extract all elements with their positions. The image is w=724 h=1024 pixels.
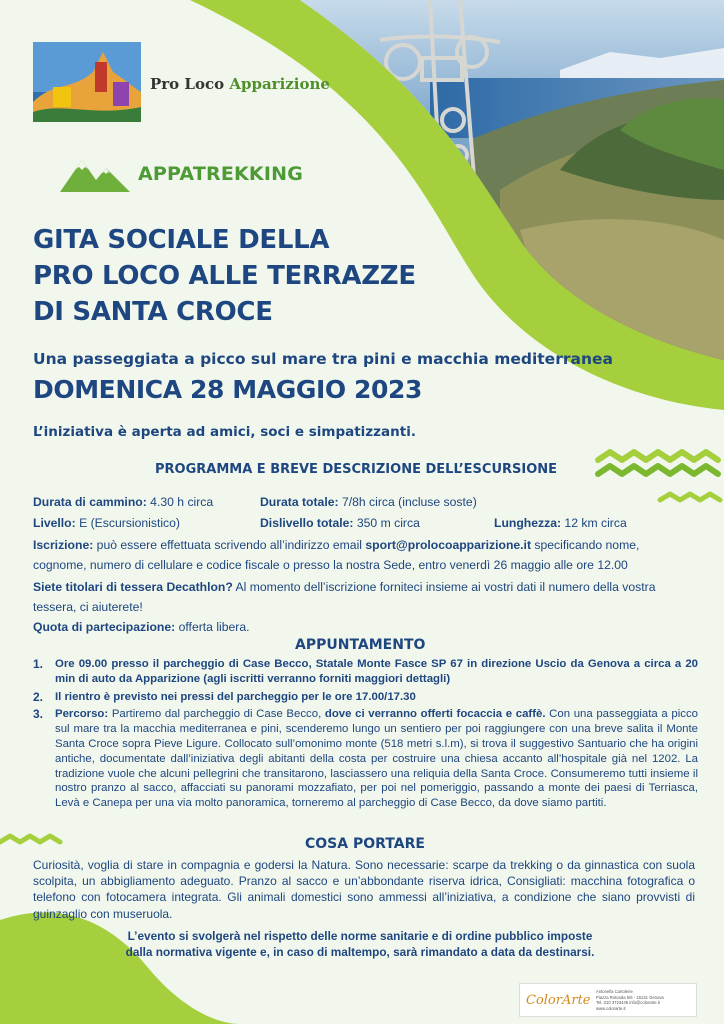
sponsor-logo: ColorArte: [526, 992, 591, 1008]
appuntamento-list: [33, 657, 698, 814]
mountain-icon: [60, 154, 130, 194]
sponsor-box: [519, 983, 697, 1017]
intro-text: L’iniziativa è aperta ad amici, soci e simpatizzanti.: [33, 424, 416, 440]
email-link[interactable]: sport@prolocoapparizione.it: [365, 538, 531, 552]
appuntamento-heading: APPUNTAMENTO: [295, 637, 426, 653]
durata-totale: Durata totale: 7/8h circa (incluse soste): [260, 495, 477, 509]
event-date: DOMENICA 28 MAGGIO 2023: [33, 375, 422, 404]
appatrekking-badge: [60, 154, 303, 194]
cosa-portare-text: Curiosità, voglia di stare in compagnia e godersi la Natura. Sono necessarie: scarpe da trekking o da ginnastica con suola scolpita, un abbigliamento adeguato. Pranzo al sacco e un’abbondante riserva idrica, Consigliati: macchina fotografica o telefono con fotocamera integrata. Gli animali domestici sono ammessi all’iniziativa, a condizione che siano provvisti di guinzaglio con museruola.: [33, 858, 695, 921]
list-item: 1. Ore 09.00 presso il parcheggio di Case Becco, Statale Monte Fasce SP 67 in direzione Uscio da Genova a circa a 20 min di auto da Apparizione (agli iscritti verranno forniti maggiori dettagli): [33, 657, 698, 685]
lunghezza: Lunghezza: 12 km circa: [494, 516, 627, 530]
subtitle: Una passeggiata a picco sul mare tra pini e macchia mediterranea: [33, 350, 613, 368]
quota-paragraph: Quota di partecipazione: offerta libera.: [33, 620, 250, 634]
pro-loco-logo-image: [33, 42, 141, 122]
livello: Livello: E (Escursionistico): [33, 516, 180, 530]
decathlon-paragraph: Siete titolari di tessera Decathlon? Al momento dell’iscrizione forniteci insieme ai vostri dati il numero della vostra tessera, ci aiuterete!: [33, 580, 656, 614]
final-note: L’evento si svolgerà nel rispetto delle norme sanitarie e di ordine pubblico imposte dalla normativa vigente e, in caso di maltempo, sarà rimandato a data da destinarsi.: [125, 929, 595, 959]
list-item: 2. Il rientro è previsto nei pressi del parcheggio per le ore 17.00/17.30: [33, 689, 416, 704]
iscrizione-paragraph: Iscrizione: può essere effettuata scrivendo all’indirizzo email sport@prolocoapparizione.it specificando nome, cognome, numero di cellulare e codice fiscale o presso la nostra Sede, entro venerdì 26 maggio alle ore 12.00: [33, 538, 640, 572]
cosa-portare-heading: COSA PORTARE: [305, 836, 425, 852]
sponsor-info: Antonella Cartolerie Piazza Rotonda 5/6 - 16131 Genova Tel. 010 3723445 info@colorarte.it www.colorarte.it: [596, 989, 664, 1011]
page-title: GITA SOCIALE DELLA PRO LOCO ALLE TERRAZZE DI SANTA CROCE: [33, 225, 416, 327]
appatrekking-label: APPATREKKING: [138, 163, 304, 185]
dislivello: Dislivello totale: 350 m circa: [260, 516, 420, 530]
list-item: 3. Percorso: Partiremo dal parcheggio di Case Becco, dove ci verranno offerti focaccia e caffè. Con una passeggiata a picco sul mare tra la macchia mediterranea e pini, scenderemo lungo un sentiero per poi raggiungere con una breve salita il Monte Santa Croce sopra Pieve Ligure. Collocato sull’omonimo monte (518 metri s.l.m), si trova il suggestivo Santuario che ha origini antiche, documentate dall’iniziativa degli abitanti della costa per costruire una chiesa accanto all’hospitale già nel 1202. La tradizione vuole che alcuni pellegrini che transitarono, lasciassero una reliquia della Santa Croce. Consumeremo tutti insieme il nostro pranzo al sacco, affacciati su panorami mozzafiato, per poi nel pomeriggio, passando a monte dei paesi di Terriasca, Levà e Canepa per una via molto panoramica, torneremo al parcheggio di Case Becco, da dove siamo partiti.: [33, 707, 698, 810]
durata-cammino: Durata di cammino: 4.30 h circa: [33, 495, 214, 509]
programma-heading: PROGRAMMA E BREVE DESCRIZIONE DELL’ESCURSIONE: [155, 462, 558, 477]
brand-title: Pro Loco Apparizione: [150, 75, 330, 93]
